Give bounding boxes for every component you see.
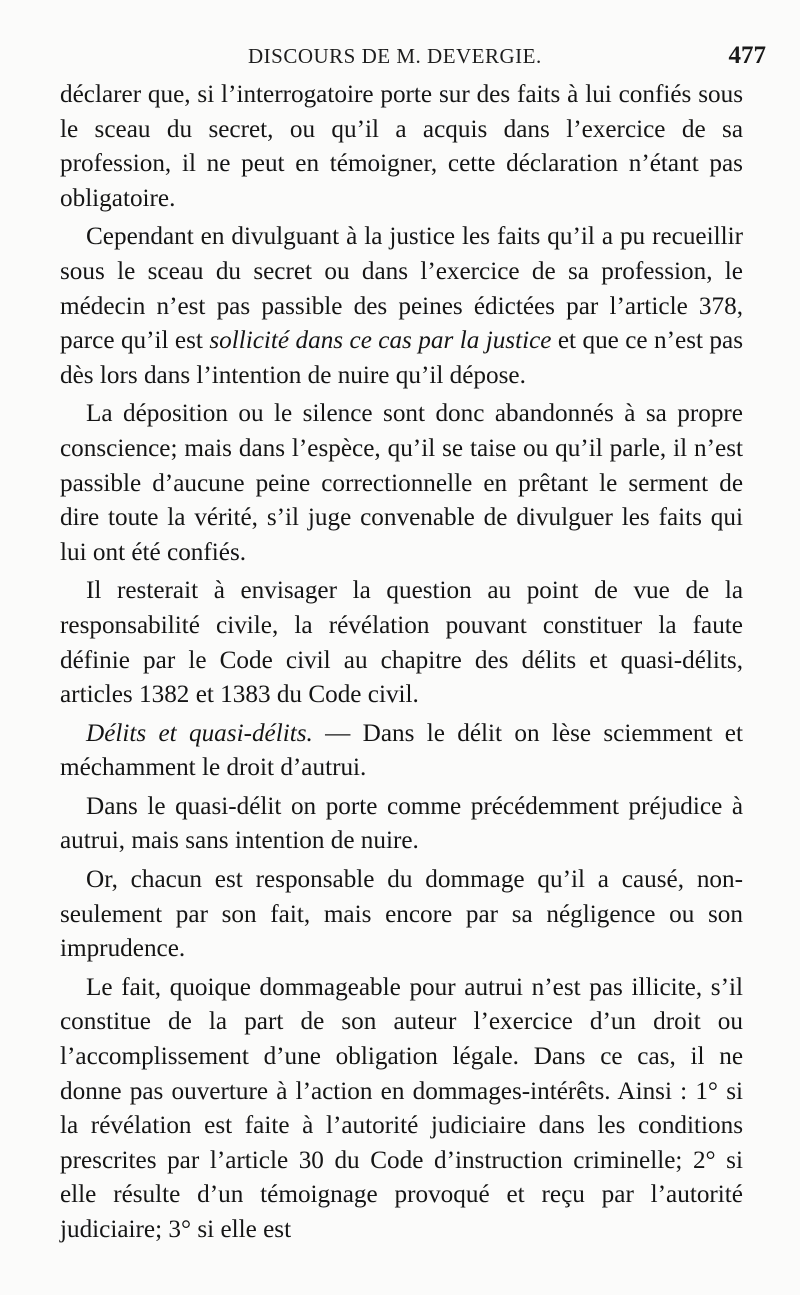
paragraph-3: La déposition ou le silence sont donc abandonnés à sa propre conscience; mais dans l’espèce, qu’il se taise ou qu’il parle, il n’est passible d’aucune peine correctionnelle en prêtant le serment de dire toute la vérité, s’il juge convenable de divulguer les faits qui lui ont été confiés. [60,400,743,566]
paragraph-8: Le fait, quoique dommageable pour autrui n’est pas illicite, s’il constitue de la part de son auteur l’exercice d’un droit ou l’accomplissement d’une obligation légale. Dans ce cas, il ne donne pas ouverture à l’action en dommages-intérêts. Ainsi : 1° si la révélation est faite à l’autorité judiciaire dans les conditions prescrites par l’article 30 du Code d’instruction criminelle; 2° si elle résulte d’un témoignage provoqué et reçu par l’autorité judiciaire; 3° si elle est [60,973,743,1243]
page-header [60,38,766,74]
paragraph-2-emphasis: sollicité dans ce cas par la justice [209,327,552,355]
paragraph-7: Or, chacun est responsable du dommage qu’il a causé, non-seulement par son fait, mais encore par sa négligence ou son imprudence. [60,866,743,963]
paragraph-2-text-a: Cependant en divulguant à la justice les faits qu’il a pu recueillir sous le sceau du secret ou dans l’exercice de sa profession, le médecin n’est pas passible des peines édictées par l’article 378, parce qu’il est [60,223,743,355]
paragraph-2 [60,220,743,393]
paragraph-1: déclarer que, si l’interrogatoire porte sur des faits à lui confiés sous le sceau du secret, ou qu’il a acquis dans l’exercice de sa profession, il ne peut en témoigner, cette déclaration n’étant pas obligatoire. [60,81,743,212]
paragraph-4: Il resterait à envisager la question au point de vue de la responsabilité civile, la révélation pouvant constituer la faute définie par le Code civil au chapitre des délits et quasi-délits, articles 1382 et 1383 du Code civil. [60,577,743,709]
section-heading: Délits et quasi-délits. [86,719,313,747]
body-text [60,78,743,1248]
paragraph-6: Dans le quasi-délit on porte comme précédemment préjudice à autrui, mais sans intention de nuire. [60,792,743,855]
running-head: DISCOURS DE M. DEVERGIE. [248,44,542,68]
page-number: 477 [728,42,766,69]
paragraph-2-text-b: et que ce n’est pas dès lors dans l’intention de nuire qu’il dépose. [60,327,743,389]
paragraph-5 [60,717,743,786]
paragraph-5-text: — Dans le délit on lèse sciemment et méchamment le droit d’autrui. [60,719,743,782]
